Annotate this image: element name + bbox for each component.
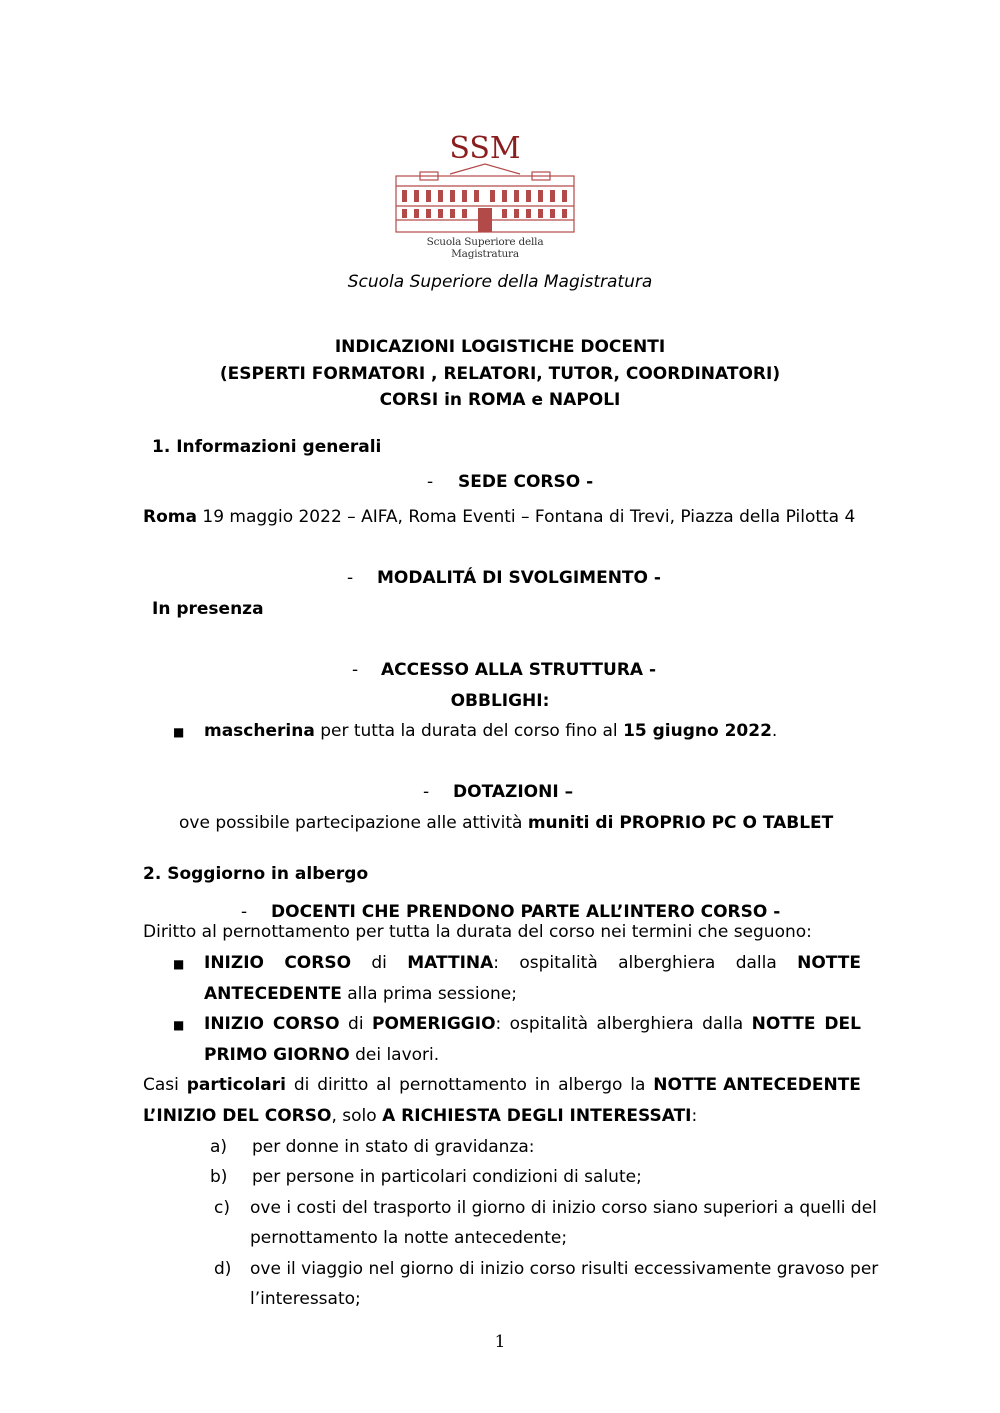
word: NOTTE DEL: [751, 1014, 861, 1034]
word: POMERIGGIO: [371, 1014, 496, 1034]
word: particolari: [186, 1075, 286, 1095]
page-number: 1: [494, 1332, 506, 1352]
word: di: [293, 1075, 310, 1095]
word: A RICHIESTA DEGLI INTERESSATI: [382, 1106, 692, 1126]
bullet-icon: ■: [173, 957, 185, 971]
word: L’INIZIO DEL CORSO: [143, 1106, 332, 1126]
word-group: [407, 953, 499, 973]
obblighi-label: OBBLIGHI:: [450, 691, 550, 711]
casi-line2: [143, 1106, 697, 1126]
word: INIZIO CORSO: [204, 1014, 340, 1034]
text: , solo: [331, 1106, 383, 1126]
word: ANTECEDENTE: [204, 984, 342, 1004]
list-item: ove i costi del trasporto il giorno di inizio corso siano superiori a quelli del: [250, 1198, 877, 1218]
dotazioni-dash: -: [423, 782, 430, 802]
list-item-cont: l’interessato;: [250, 1289, 361, 1309]
list-marker: b): [210, 1167, 228, 1187]
word: di: [371, 953, 387, 973]
word: alberghiera: [618, 953, 716, 973]
doc-title-line3: CORSI in ROMA e NAPOLI: [379, 390, 621, 410]
text: alla prima sessione;: [341, 984, 517, 1004]
word: diritto: [317, 1075, 369, 1095]
text: dei lavori.: [349, 1045, 440, 1065]
text: di: [339, 1014, 372, 1034]
word: dalla: [735, 953, 777, 973]
dotazioni-bold: muniti di PROPRIO PC O TABLET: [527, 813, 834, 833]
mascherina-end: .: [771, 721, 778, 741]
doc-title-line1: INDICAZIONI LOGISTICHE DOCENTI: [334, 337, 666, 357]
docenti-dash: -: [241, 902, 248, 922]
mascherina-text: per tutta la durata del corso fino al: [314, 721, 624, 741]
punct: :: [493, 953, 500, 973]
modalita-dash: -: [347, 568, 354, 588]
sede-city: Roma: [143, 507, 197, 527]
sede-dash: -: [427, 472, 434, 492]
word: NOTTE ANTECEDENTE: [653, 1075, 861, 1095]
sede-text: 19 maggio 2022 – AIFA, Roma Eventi – Fontana di Trevi, Piazza della Pilotta 4: [196, 507, 856, 527]
text: : ospitalità alberghiera dalla: [495, 1014, 752, 1034]
word: pernottamento: [399, 1075, 527, 1095]
accesso-dash: -: [352, 660, 359, 680]
institution-name: Scuola Superiore della Magistratura: [347, 272, 653, 292]
list-item: per donne in stato di gravidanza:: [252, 1137, 535, 1157]
casi-line1: [143, 1075, 861, 1095]
punct: :: [691, 1106, 698, 1126]
word: albergo: [558, 1075, 623, 1095]
doc-title-line2: (ESPERTI FORMATORI , RELATORI, TUTOR, COORDINATORI): [219, 364, 781, 384]
list-item-cont: pernottamento la notte antecedente;: [250, 1228, 568, 1248]
mattina-line2: [204, 984, 517, 1004]
modalita-value: In presenza: [152, 599, 264, 619]
list-marker: c): [214, 1198, 230, 1218]
word: CORSO: [284, 953, 352, 973]
accesso-label: ACCESSO ALLA STRUTTURA -: [381, 660, 657, 680]
mascherina-item: [204, 721, 777, 741]
sede-label: SEDE CORSO -: [458, 472, 594, 492]
mattina-line1: [204, 953, 861, 973]
mascherina-date: 15 giugno 2022: [623, 721, 772, 741]
list-item: per persone in particolari condizioni di salute;: [252, 1167, 642, 1187]
diritto-intro: Diritto al pernottamento per tutta la durata del corso nei termini che seguono:: [143, 922, 812, 942]
dotazioni-plain: ove possibile partecipazione alle attività: [179, 813, 528, 833]
list-marker: a): [210, 1137, 228, 1157]
mascherina-bold: mascherina: [204, 721, 315, 741]
pomeriggio-line2: [204, 1045, 439, 1065]
sede-details: [143, 507, 855, 527]
pomeriggio-line1: [204, 1014, 861, 1034]
word: in: [534, 1075, 551, 1095]
word: la: [630, 1075, 646, 1095]
word: MATTINA: [407, 953, 494, 973]
section-1-heading: 1. Informazioni generali: [152, 437, 382, 457]
list-item: ove il viaggio nel giorno di inizio corso risulti eccessivamente gravoso per: [250, 1259, 879, 1279]
word: ospitalità: [519, 953, 598, 973]
bullet-icon: ■: [173, 1018, 185, 1032]
logo-abbr: SSM: [449, 131, 521, 166]
logo-caption: Scuola Superiore della Magistratura: [426, 236, 544, 260]
bullet-icon: ■: [173, 725, 185, 739]
list-marker: d): [214, 1259, 232, 1279]
modalita-label: MODALITÁ DI SVOLGIMENTO -: [377, 568, 661, 588]
ssm-logo: [390, 128, 580, 253]
building-icon: [390, 128, 580, 238]
docenti-subheading: DOCENTI CHE PRENDONO PARTE ALL’INTERO CORSO -: [271, 902, 781, 922]
word: al: [376, 1075, 392, 1095]
word: INIZIO: [204, 953, 264, 973]
word: NOTTE: [797, 953, 861, 973]
dotazioni-text: [179, 813, 833, 833]
word: PRIMO GIORNO: [204, 1045, 350, 1065]
word: Casi: [143, 1075, 179, 1095]
section-2-heading: 2. Soggiorno in albergo: [143, 864, 369, 884]
dotazioni-label: DOTAZIONI –: [453, 782, 574, 802]
